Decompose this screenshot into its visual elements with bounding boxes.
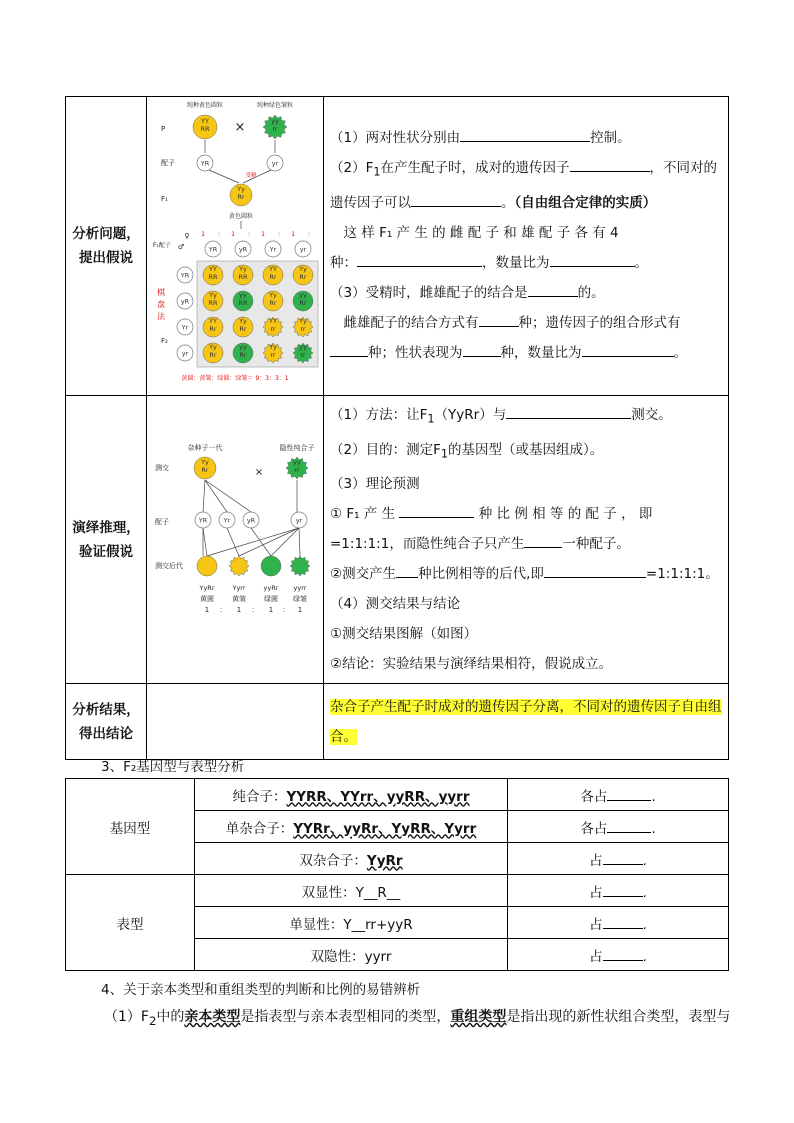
gamete-label: yr (271, 159, 279, 168)
genotype-label: RR (208, 299, 218, 307)
phenotype-row: 双显性：Y__R__ (195, 875, 508, 907)
text-line: 遗传因子可以 。（自由组合定律的实质） (330, 188, 722, 218)
genotype-label: Yy (239, 265, 247, 273)
offspring-ratio: 1 (297, 606, 303, 614)
genotype-label: YY (269, 317, 277, 325)
connector-line (209, 170, 239, 183)
gamete-label: YR (208, 245, 218, 254)
fill-blank[interactable] (506, 402, 631, 419)
genotype-label: Rr (299, 299, 307, 307)
row-label-testcross: 测交 (155, 464, 169, 472)
offspring-ratio: 1 (268, 606, 274, 614)
section-3-heading: 3、F₂基因型与表型分析 (101, 759, 245, 775)
fill-blank[interactable] (399, 501, 474, 518)
gamete-label: Yr (223, 516, 231, 525)
ratio-colon: : (307, 231, 311, 238)
f2-analysis-table (65, 778, 729, 971)
cross-symbol: × (234, 120, 246, 135)
text-line: （1）方法：让$F_1(YyRr)$与 测交。 (330, 400, 722, 435)
gamete-label: Yr (181, 323, 189, 332)
row-label-f1: F₁ (161, 195, 168, 203)
text-line: 这 样 F₁ 产 生 的 雌 配 子 和 雄 配 子 各 有 4 (330, 224, 619, 241)
text-line: （3）受精时，雌雄配子的结合是 的。 (330, 278, 722, 308)
offspring-phenotype: 绿圆 (264, 595, 278, 603)
fill-blank[interactable] (544, 561, 646, 578)
genotype-label: Rr (269, 299, 277, 307)
cross-figure (147, 97, 324, 396)
text-line: ①测交结果图解（如图） (330, 626, 478, 643)
genotype-label: Yy (237, 185, 245, 193)
text-line: 雌雄配子的结合方式有 种；遗传因子的组合形式有 (330, 308, 722, 338)
testcross-right-title: 隐性纯合子 (279, 444, 315, 452)
gamete-label: Yr (269, 245, 277, 254)
row-label-offspring: 测交后代 (155, 562, 183, 570)
genotype-row: 双杂合子：YyRr (195, 843, 508, 875)
text-line: =1:1:1:1，而隐性纯合子只产生 一种配子。 (330, 529, 722, 559)
fill-blank[interactable] (528, 280, 578, 297)
gamete-label: YR (200, 159, 210, 168)
genotype-label: Rr (209, 351, 217, 359)
genotype-label: RR (238, 273, 248, 281)
genotype-ratio: 各占 . (508, 811, 729, 843)
fertilization-label: 受精 (245, 173, 257, 179)
offspring-ratio: 1 (204, 606, 210, 614)
genotype-label: YY (201, 117, 209, 125)
conclusion-text (324, 684, 729, 760)
fill-blank[interactable] (524, 531, 562, 548)
genotype-label: rr (272, 125, 278, 133)
offspring-ratio: 1 (236, 606, 242, 614)
section-4-heading: 4、关于亲本类型和重组类型的判断和比例的易错辨析 (101, 982, 421, 998)
checker-char: 盘 (157, 300, 165, 309)
deduction-text (324, 396, 729, 684)
genotype-label: Yy (209, 343, 217, 351)
text-line: ① F₁ 产 生 种 比 例 相 等 的 配 子 ， 即 (330, 499, 722, 529)
genotype-label: YY (209, 265, 217, 273)
phenotype-row: 单显性：Y__rr+yyR (195, 907, 508, 939)
genotype-row: 单杂合子：YYRr、yyRr、YyRR、Yyrr (195, 811, 508, 843)
genotype-label: Yy (201, 458, 209, 466)
offspring-pea (229, 556, 249, 576)
phenotype-ratio: 占 . (508, 907, 729, 939)
connector-line (299, 528, 300, 556)
highlighted-conclusion: 杂合子产生配子时成对的遗传因子分离，不同对的遗传因子自由组合。 (330, 698, 722, 745)
text-line: 种： ，数量比为 。 (330, 248, 722, 278)
gamete-label: yr (181, 349, 189, 358)
connector-line (205, 480, 227, 512)
offspring-ratio: ： (251, 606, 259, 614)
fill-blank[interactable] (396, 561, 418, 578)
male-symbol: ♂ (177, 243, 185, 251)
offspring-genotype: yyRr (263, 584, 279, 592)
ratio-label: 1 (201, 231, 205, 238)
gamete-label: yR (180, 297, 190, 306)
fill-blank[interactable] (463, 340, 501, 357)
text-line: （1）两对性状分别由 控制。 (330, 123, 722, 153)
ratio-label: 1 (291, 231, 295, 238)
ratio-colon: : (247, 231, 251, 238)
phenotype-row: 双隐性：yyrr (195, 939, 508, 971)
connector-line (205, 480, 251, 512)
fill-blank[interactable] (330, 340, 368, 357)
fill-blank[interactable] (582, 340, 674, 357)
genotype-label: Rr (239, 325, 247, 333)
genotype-label: Yy (299, 265, 307, 273)
f1-phenotype: 黄色圆粒 (228, 213, 254, 220)
testcross-figure (147, 396, 324, 684)
genotype-label: rr (300, 325, 306, 333)
row-label-p: P (161, 125, 166, 133)
row-label-gamete: 配子 (155, 518, 169, 526)
genotype-label: yy (239, 291, 247, 299)
gamete-label: yr (295, 516, 303, 525)
genotype-label: yy (239, 343, 247, 351)
footer-paragraph: $(1)F_2$中的亲本类型是指表型与亲本表型相同的类型，重组类型是指出现的新性状组合类型，表型与 (104, 1009, 731, 1028)
row-label-conclusion: 分析结果，得出结论 (66, 684, 147, 760)
text-line: ②结论：实验结果与演绎结果相符，假说成立。 (330, 656, 613, 673)
genotype-label: yy (293, 458, 301, 466)
text-line: （3）理论预测 (330, 476, 420, 493)
f1-gamete-label: F₁配子 (153, 242, 171, 249)
genotype-category: 基因型 (66, 779, 195, 875)
gamete-label: YR (198, 516, 208, 525)
checker-char: 棋 (157, 288, 165, 297)
text-line: 种；性状表现为 种，数量比为 。 (330, 338, 722, 368)
cross-symbol: × (254, 467, 264, 478)
offspring-genotype: YyRr (199, 584, 215, 592)
phenotype-ratio: 占 . (508, 939, 729, 971)
connector-line (203, 528, 207, 556)
genotype-label: rr (294, 466, 300, 474)
genotype-label: Rr (269, 273, 277, 281)
offspring-phenotype: 绿皱 (293, 595, 307, 603)
fill-blank[interactable] (550, 250, 635, 267)
method-table (65, 96, 729, 760)
fill-blank[interactable] (479, 310, 519, 327)
genotype-label: Yy (269, 291, 277, 299)
testcross-left-title: 杂种子一代 (187, 444, 223, 452)
text-line: （2）目的：测定$F_1$的基因型（或基因组成）。 (330, 441, 604, 461)
ratio-colon: : (277, 231, 281, 238)
genotype-label: Rr (239, 351, 247, 359)
hypothesis-text (324, 97, 729, 396)
gamete-label: yR (238, 245, 248, 254)
genotype-label: Rr (299, 273, 307, 281)
fill-blank[interactable] (357, 250, 482, 267)
genotype-label: yy (299, 343, 307, 351)
row-label-gamete: 配子 (161, 159, 175, 167)
fill-blank[interactable] (411, 190, 501, 207)
genotype-ratio: 各占 . (508, 779, 729, 811)
gamete-label: YR (180, 271, 190, 280)
phenotype-ratio: 占 . (508, 875, 729, 907)
f2-ratio-caption: 黄圆：黄皱：绿圆：绿皱＝ 9：3：3：1 (181, 375, 289, 382)
gamete-label: yR (246, 516, 256, 525)
genotype-row: 纯合子：YYRR、YYrr、yyRR、yyrr (195, 779, 508, 811)
parent-left-title: 纯种黄色圆粒 (186, 102, 224, 109)
genotype-label: yy (299, 291, 307, 299)
genotype-label: RR (208, 273, 218, 281)
text-line: $(2)F_1$在产生配子时，成对的遗传因子 ，不同对的 (330, 153, 722, 188)
offspring-pea (290, 556, 310, 576)
offspring-ratio: ： (282, 606, 290, 614)
genotype-label: Yy (299, 317, 307, 325)
genotype-label: Rr (237, 193, 245, 201)
checker-char: 法 (157, 312, 165, 321)
fill-blank[interactable] (570, 155, 650, 172)
empty-figure-cell (147, 684, 324, 760)
connector-line (227, 528, 239, 556)
offspring-genotype: Yyrr (232, 584, 246, 592)
genotype-label: Yy (269, 343, 277, 351)
genotype-label: YY (269, 265, 277, 273)
ratio-colon: : (217, 231, 221, 238)
genotype-label: Rr (209, 325, 217, 333)
female-symbol: ♀ (184, 232, 190, 240)
text-line: ②测交产生 种比例相等的后代,即 =1:1:1:1。 (330, 559, 722, 589)
row-label-f2: F₂ (161, 337, 168, 345)
dihybrid-cross-diagram (147, 97, 323, 391)
ratio-label: 1 (231, 231, 235, 238)
offspring-pea (197, 556, 217, 576)
phenotype-category: 表型 (66, 875, 195, 971)
genotype-label: rr (270, 325, 276, 333)
connector-line (239, 528, 299, 556)
connector-line (203, 480, 205, 512)
testcross-diagram (147, 396, 323, 670)
genotype-label: rr (270, 351, 276, 359)
genotype-label: Rr (201, 466, 209, 474)
offspring-genotype: yyrr (293, 584, 307, 592)
genotype-label: YY (209, 317, 217, 325)
ratio-label: 1 (261, 231, 265, 238)
genotype-ratio: 占 . (508, 843, 729, 875)
offspring-ratio: ： (219, 606, 227, 614)
offspring-pea (261, 556, 281, 576)
genotype-label: rr (300, 351, 306, 359)
offspring-phenotype: 黄圆 (200, 595, 214, 603)
row-label-hypothesis: 分析问题，提出假说 (66, 97, 147, 396)
offspring-phenotype: 黄皱 (232, 595, 246, 603)
genotype-label: Yy (239, 317, 247, 325)
genotype-label: RR (200, 125, 210, 133)
genotype-label: yy (271, 117, 279, 125)
text-line: （4）测交结果与结论 (330, 596, 461, 613)
genotype-label: Yy (209, 291, 217, 299)
parent-right-title: 纯种绿色皱粒 (256, 102, 294, 109)
fill-blank[interactable] (460, 125, 590, 142)
gamete-label: yr (299, 245, 307, 254)
genotype-label: RR (238, 299, 248, 307)
row-label-deduction: 演绎推理，验证假说 (66, 396, 147, 684)
